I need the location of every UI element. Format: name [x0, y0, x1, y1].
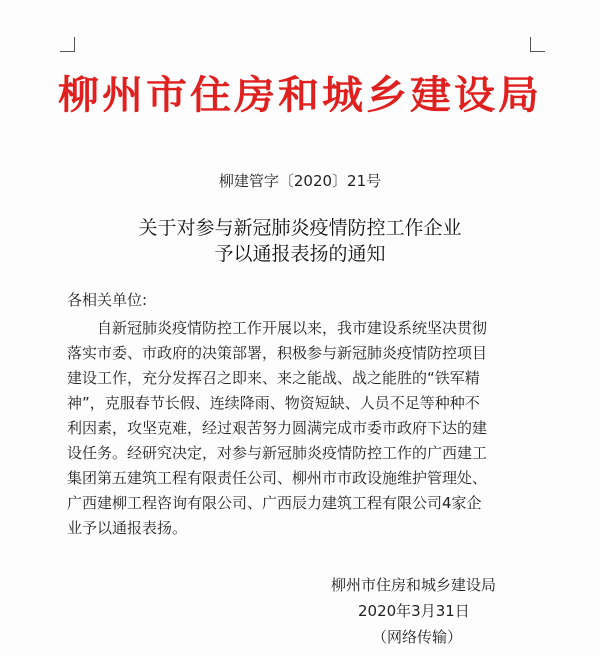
body-line: 设任务。经研究决定，对参与新冠肺炎疫情防控工作的广西建工: [67, 444, 488, 462]
body-line: 神”，克服春节长假、连续降雨、物资短缺、人员不足等种种不: [67, 394, 480, 412]
body-line: 集团第五建筑工程有限责任公司、柳州市市政设施维护管理处、: [67, 469, 488, 487]
salutation: 各相关单位:: [67, 291, 148, 309]
document-title: [0, 215, 600, 267]
body-text: [67, 316, 557, 541]
body-line: 利因素，攻坚克难，经过艰苦努力圆满完成市委市政府下达的建: [67, 419, 488, 437]
crop-mark-top-right: [530, 37, 545, 52]
document-title-line: 予以通报表扬的通知: [214, 243, 386, 265]
organization-header: 柳州市住房和城乡建设局: [58, 72, 542, 118]
signature-date: 2020年3月31日: [358, 602, 470, 620]
signature-source-note: （网络传输）: [372, 628, 463, 646]
document-number: 柳建管字〔2020〕21号: [218, 172, 382, 190]
body-line: 建设工作，充分发挥召之即来、来之能战、战之能胜的“铁军精: [67, 369, 480, 387]
body-line: 自新冠肺炎疫情防控工作开展以来，我市建设系统坚决贯彻: [67, 319, 488, 337]
signature-organization: 柳州市住房和城乡建设局: [331, 576, 497, 594]
document-title-line: 关于对参与新冠肺炎疫情防控工作企业: [138, 217, 462, 239]
body-line: 落实市委、市政府的决策部署，积极参与新冠肺炎疫情防控项目: [67, 344, 488, 362]
body-line: 业予以通报表扬。: [67, 519, 188, 537]
body-line: 广西建柳工程咨询有限公司、广西辰力建筑工程有限公司4家企: [67, 494, 482, 512]
crop-mark-top-left: [60, 37, 75, 52]
